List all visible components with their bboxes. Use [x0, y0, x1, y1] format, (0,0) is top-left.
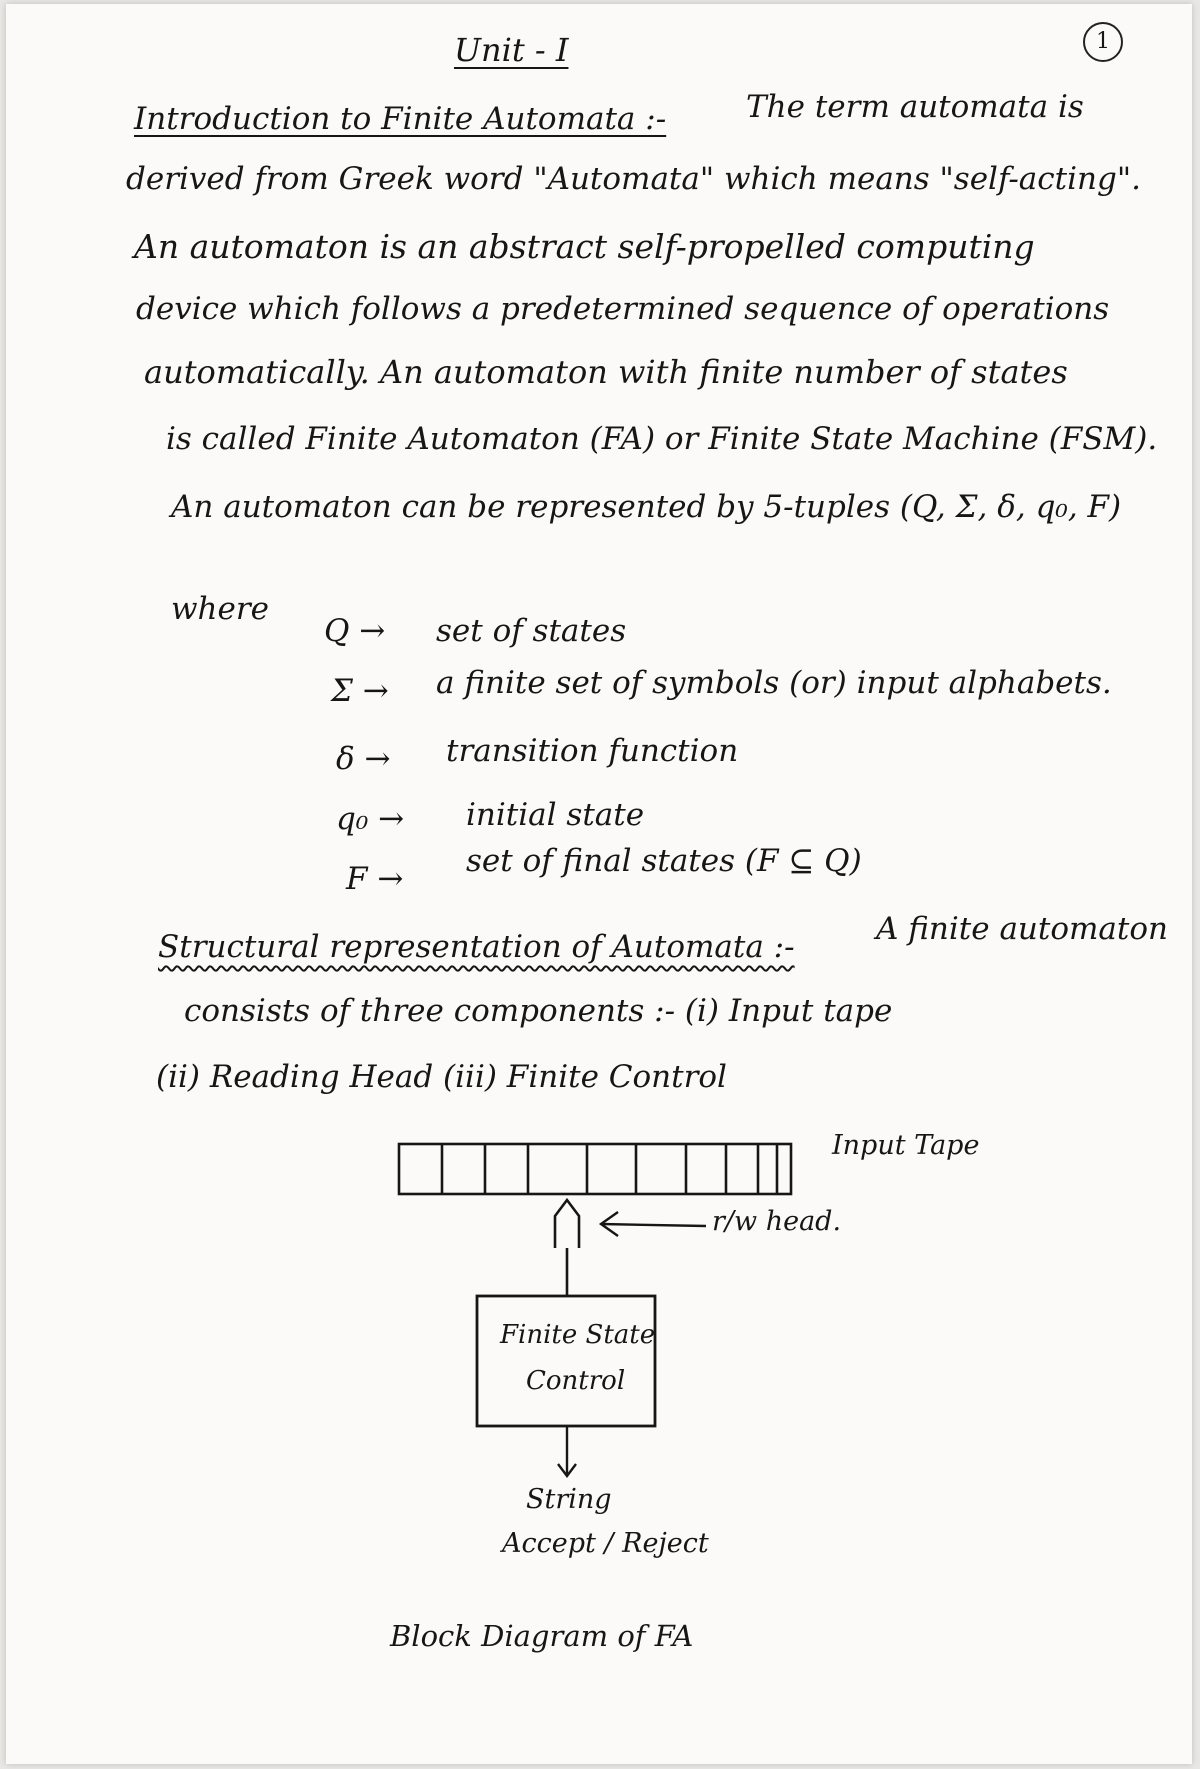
output-label-string: String [526, 1484, 612, 1515]
intro-line: device which follows a predetermined sequence of operations [136, 291, 1110, 327]
intro-line: derived from Greek word "Automata" which means "self-acting". [126, 161, 1141, 197]
output-arrow [558, 1426, 576, 1476]
finite-state-control-box [477, 1296, 655, 1426]
unit-title: Unit - I [454, 31, 569, 69]
read-write-head-pointer [555, 1200, 579, 1296]
tuple-desc-q0: initial state [466, 797, 645, 833]
control-label-line2: Control [526, 1366, 626, 1396]
intro-heading: Introduction to Finite Automata :- [134, 101, 667, 137]
input-tape [399, 1144, 791, 1194]
intro-line: The term automata is [746, 89, 1084, 125]
tuple-symbol-q: Q → [324, 613, 386, 649]
tuple-desc-delta: transition function [446, 733, 739, 769]
tuple-symbol-f: F → [346, 861, 404, 897]
tuple-symbol-q0: q₀ → [336, 801, 405, 837]
intro-line: where [171, 591, 270, 627]
tuple-desc-sigma: a finite set of symbols (or) input alphabets. [436, 665, 1112, 701]
diagram-caption: Block Diagram of FA [390, 1619, 694, 1653]
head-label-arrow [601, 1212, 706, 1236]
page-number: 1 [1083, 22, 1123, 62]
structural-line: A finite automaton [876, 911, 1168, 947]
intro-line: An automaton is an abstract self-propelled computing [134, 227, 1035, 266]
tuple-desc-f: set of final states (F ⊆ Q) [466, 843, 862, 879]
tuple-symbol-sigma: Σ → [331, 673, 389, 709]
structural-line: (ii) Reading Head (iii) Finite Control [156, 1059, 727, 1095]
rw-head-label: r/w head. [712, 1206, 842, 1237]
notebook-page [6, 4, 1192, 1764]
output-label-accept-reject: Accept / Reject [502, 1528, 709, 1559]
intro-line: is called Finite Automaton (FA) or Finite State Machine (FSM). [166, 421, 1158, 457]
structural-heading: Structural representation of Automata :- [158, 929, 795, 965]
intro-line: automatically. An automaton with finite number of states [144, 353, 1068, 391]
tuple-symbol-delta: δ → [336, 741, 391, 777]
structural-line: consists of three components :- (i) Input tape [184, 993, 893, 1029]
input-tape-label: Input Tape [832, 1130, 980, 1161]
tuple-desc-q: set of states [436, 613, 627, 649]
control-label-line1: Finite State [500, 1320, 656, 1350]
intro-line: An automaton can be represented by 5-tuples (Q, Σ, δ, q₀, F) [171, 489, 1122, 525]
